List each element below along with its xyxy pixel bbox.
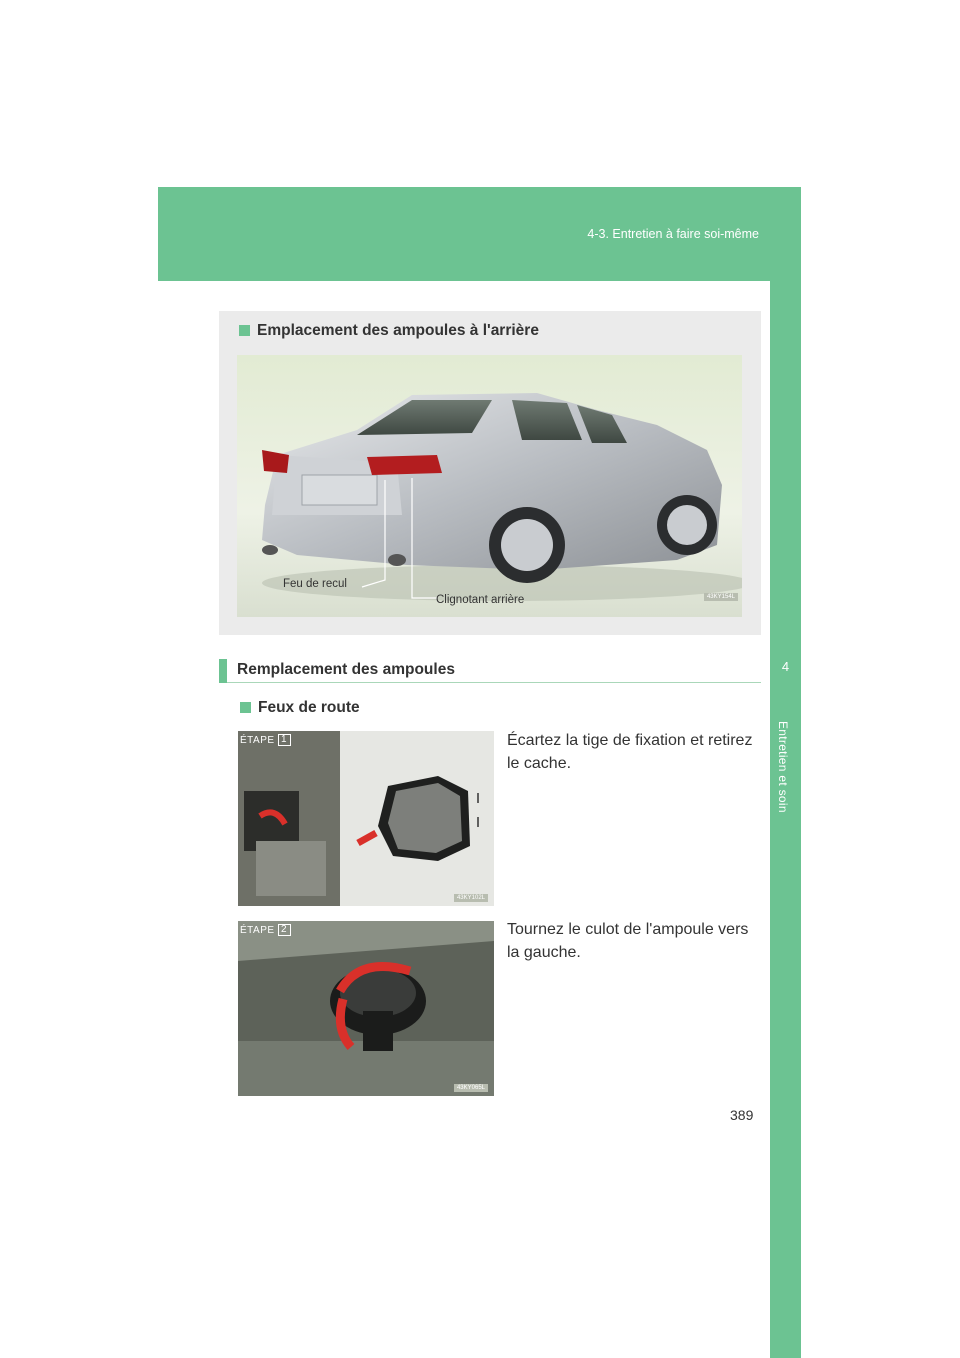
page-number: 389 xyxy=(730,1107,754,1123)
chapter-header xyxy=(158,187,801,281)
callout-rear-turn-signal: Clignotant arrière xyxy=(436,594,525,606)
chapter-number: 4 xyxy=(781,659,790,674)
square-bullet-icon xyxy=(240,702,251,713)
side-tab xyxy=(770,281,801,1358)
step-1-number: 1 xyxy=(278,734,291,746)
rear-photo-code: 43KY154L xyxy=(704,593,738,601)
step-1-photo-code: 43KY102L xyxy=(454,894,488,902)
section-marker xyxy=(219,659,227,683)
rear-bulbs-panel xyxy=(219,311,761,635)
bulb-socket-image xyxy=(238,921,494,1096)
section-title: Remplacement des ampoules xyxy=(237,661,455,678)
chapter-title: 4-3. Entretien à faire soi-même xyxy=(587,227,759,241)
step-2-text: Tournez le culot de l'ampoule vers la gauche. xyxy=(507,921,749,961)
step-1-tag: ÉTAPE 1 xyxy=(240,733,291,747)
section-heading-bar xyxy=(219,659,761,683)
callout-reverse-light: Feu de recul xyxy=(283,578,347,590)
step-2-number: 2 xyxy=(278,924,291,936)
step-2-tag: ÉTAPE 2 xyxy=(240,923,291,937)
subsection-heading: Feux de route xyxy=(240,699,360,717)
chapter-label: Entretien et soin xyxy=(776,721,790,813)
rear-bulbs-heading: Emplacement des ampoules à l'arrière xyxy=(239,322,539,340)
step-1-text: Écartez la tige de fixation et retirez le cache. xyxy=(507,732,753,772)
step-1-photo xyxy=(238,731,494,906)
headlight-cover-image xyxy=(238,731,494,906)
square-bullet-icon xyxy=(239,325,250,336)
step-2-photo-code: 43KY065L xyxy=(454,1084,488,1092)
step-2-photo xyxy=(238,921,494,1096)
